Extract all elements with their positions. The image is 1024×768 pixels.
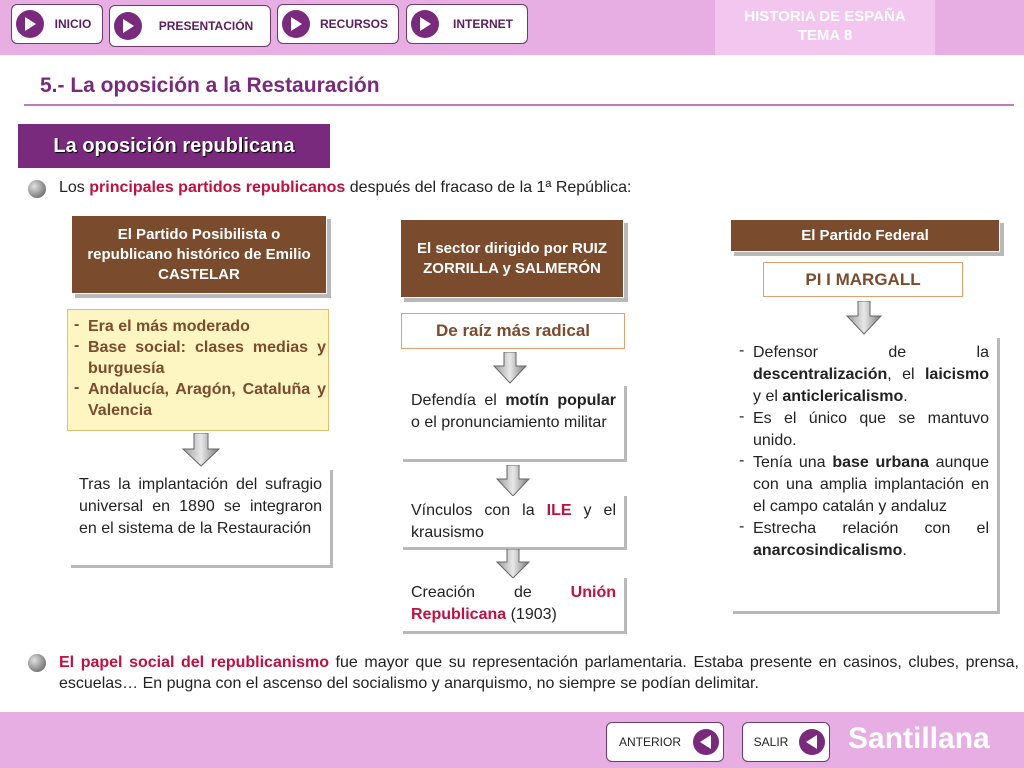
posibilista-header: El Partido Posibilista o republicano histórico de Emilio CASTELAR xyxy=(71,215,327,294)
subject-badge-topic: TEMA 8 xyxy=(797,27,853,44)
zorrilla-box-motin: Defendía el motín popular o el pronunciamiento militar xyxy=(403,386,627,462)
nav-inicio-label: INICIO xyxy=(54,17,92,31)
zorrilla-header: El sector dirigido por RUIZ ZORRILLA y SALMERÓN xyxy=(400,219,624,298)
nav-recursos-label: RECURSOS xyxy=(319,17,388,31)
bullet-icon xyxy=(28,180,46,198)
down-arrow-icon xyxy=(182,433,220,467)
list-item: - Era el más moderado xyxy=(74,316,250,335)
list-item: - Estrecha relación con el anarcosindicalismo. xyxy=(739,518,989,559)
zorrilla-tag: De raíz más radical xyxy=(401,313,625,349)
nav-recursos-button[interactable] xyxy=(277,4,399,44)
down-arrow-icon xyxy=(496,465,530,497)
posibilista-note: Tras la implantación del sufragio universal en 1890 se integraron en el sistema de la Restauración xyxy=(71,470,333,568)
bottom-note: El papel social del republicanismo fue mayor que su representación parlamentaria. Estaba presente en casinos, clubes, prensa, escuelas… En pugna con el ascenso del socialismo y anarquismo, no siempre se podían delimitar. xyxy=(59,654,1019,692)
federal-tag: PI I MARGALL xyxy=(763,262,963,297)
bullet-icon xyxy=(28,654,46,672)
play-icon xyxy=(282,10,310,38)
nav-internet-button[interactable] xyxy=(406,4,528,44)
federal-traits xyxy=(733,338,1000,614)
brand-logo: Santillana xyxy=(848,722,990,755)
salir-label: SALIR xyxy=(753,735,789,749)
list-item: - Base social: clases medias y burguesía xyxy=(74,337,326,377)
list-item: - Tenía una base urbana aunque con una amplia implantación en el campo catalán y andaluz xyxy=(739,452,989,515)
back-icon xyxy=(799,729,825,755)
down-arrow-icon xyxy=(493,352,527,384)
section-title: La oposición republicana xyxy=(18,124,330,168)
nav-presentacion-button[interactable] xyxy=(109,5,271,47)
nav-inicio-button[interactable] xyxy=(11,4,103,44)
subject-badge xyxy=(715,0,935,55)
zorrilla-box-ile: Vínculos con la ILE y el krausismo xyxy=(403,496,627,550)
title-divider xyxy=(24,104,1014,106)
anterior-label: ANTERIOR xyxy=(618,735,681,749)
intro-post: después del fracaso de la 1ª República: xyxy=(345,179,632,196)
salir-button[interactable] xyxy=(742,722,830,762)
federal-header: El Partido Federal xyxy=(730,219,1000,252)
intro-text xyxy=(59,179,631,197)
list-item: - Defensor de la descentralización, el laicismo y el anticlericalismo. xyxy=(739,342,989,405)
nav-internet-label: INTERNET xyxy=(453,17,513,31)
list-item: - Andalucía, Aragón, Cataluña y Valencia xyxy=(74,379,326,419)
down-arrow-icon xyxy=(496,549,530,579)
nav-presentacion-label: PRESENTACIÓN xyxy=(158,19,254,33)
intro-pre: Los xyxy=(59,179,90,196)
subject-badge-title: HISTORIA DE ESPAÑA xyxy=(744,8,906,25)
down-arrow-icon xyxy=(846,301,882,335)
page-title: 5.- La oposición a la Restauración xyxy=(40,74,380,97)
back-icon xyxy=(693,729,719,755)
intro-highlight: principales partidos republicanos xyxy=(89,179,346,196)
posibilista-traits xyxy=(67,309,329,431)
play-icon xyxy=(411,10,439,38)
zorrilla-box-union: Creación de Unión Republicana (1903) xyxy=(403,578,627,634)
play-icon xyxy=(114,12,142,40)
list-item: - Es el único que se mantuvo unido. xyxy=(739,408,989,449)
anterior-button[interactable] xyxy=(606,722,724,762)
play-icon xyxy=(16,10,44,38)
